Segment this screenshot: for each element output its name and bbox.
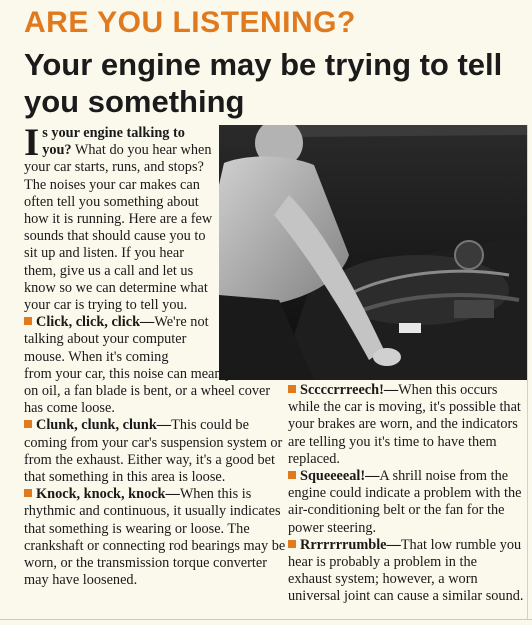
article-column-left [24,121,290,589]
sound-text: This could be coming from your car's suspension system or from the exhaust. Either way, it's a good bet that something in this area is loose. [24,417,283,486]
sound-item-squeal [288,468,524,537]
sound-item-screech [288,382,524,468]
bullet-square-icon [288,540,296,548]
bullet-square-icon [24,420,32,428]
lead-question: s your engine talking to you? [42,125,185,159]
bullet-square-icon [24,317,32,325]
sound-name: Squeeeeal!— [300,468,380,485]
sound-name: Clunk, clunk, clunk— [36,417,172,434]
intro-text: What do you hear when your car starts, runs, and stops? The noises your car makes can often tell you something about how it is running. Here are a few sounds that should cause you to sit up and listen. If you hear them, give us a call and let us know so we can determine what your car is trying to tell you. [24,142,213,314]
sound-name: Sccccrrreech!— [300,382,399,398]
sound-name: Rrrrrrrumble— [300,536,401,553]
intro-paragraph [24,121,216,366]
sound-text-part: We're not talking about your computer mouse. When it's coming [24,314,209,365]
sound-name: Click, click, click— [36,314,155,331]
article-headline: Your engine may be trying to tell you something [24,47,503,119]
sound-item-click-continued: from your car, this noise can mean you're low on oil, a fan blade is bent, or a wheel cover has come loose. [24,365,286,417]
article-kicker: ARE YOU LISTENING? [24,6,356,39]
sound-text: That low rumble you hear is probably a problem in the exhaust system; however, a worn universal joint can cause a similar sound. [288,536,524,605]
drop-cap: I [24,121,40,164]
bottom-rule [0,619,532,620]
sound-text: When this occurs while the car is moving, it's possible that your brakes are worn, and the indicators are telling you it's time to have them replaced. [288,382,521,467]
sound-item-knock [24,486,290,589]
column-rule [527,125,528,619]
sound-item-rumble [288,537,524,606]
sound-name: Knock, knock, knock— [36,486,180,503]
sound-item-clunk [24,417,290,486]
bullet-square-icon [288,471,296,479]
article-column-right [288,382,524,606]
sound-item-click [24,314,216,366]
sound-text: A shrill noise from the engine could indicate a problem with the air-conditioning belt or the fan for the power steering. [288,468,522,536]
bullet-square-icon [24,489,32,497]
bullet-square-icon [288,385,296,393]
sound-text: When this is rhythmic and continuous, it usually indicates that something is wearing or loose. The crankshaft or connecting rod bearings may be worn, or the transmission torque converter may have loosened. [24,486,286,589]
